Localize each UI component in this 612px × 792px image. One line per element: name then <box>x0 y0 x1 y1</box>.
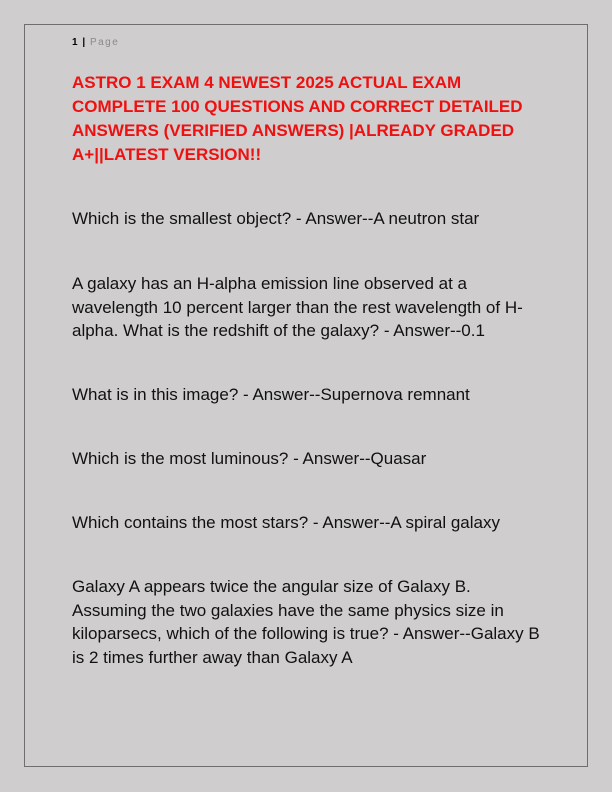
page-word: Page <box>89 37 120 48</box>
question-answer-3: What is in this image? - Answer--Supernova remnant <box>72 385 470 404</box>
question-answer-1: Which is the smallest object? - Answer--A neutron star <box>72 209 480 228</box>
question-answer-2: A galaxy has an H-alpha emission line observed at a wavelength 10 percent larger than the rest wavelength of H-alpha. What is the redshift of the galaxy? - Answer--0.1 <box>72 274 523 340</box>
question-answer-6: Galaxy A appears twice the angular size of Galaxy B. Assuming the two galaxies have the same physics size in kiloparsecs, which of the following is true? - Answer--Galaxy B is 2 times further away than Galaxy A <box>72 577 540 667</box>
page-header <box>72 36 119 49</box>
question-answer-4: Which is the most luminous? - Answer--Quasar <box>72 449 427 468</box>
page-number: 1 <box>72 37 78 48</box>
document-title: ASTRO 1 EXAM 4 NEWEST 2025 ACTUAL EXAM COMPLETE 100 QUESTIONS AND CORRECT DETAILED ANSWERS (VERIFIED ANSWERS) |ALREADY GRADED A+||LATEST VERSION!! <box>72 73 523 164</box>
question-answer-5: Which contains the most stars? - Answer--A spiral galaxy <box>72 513 500 532</box>
page-separator: | <box>82 37 86 48</box>
